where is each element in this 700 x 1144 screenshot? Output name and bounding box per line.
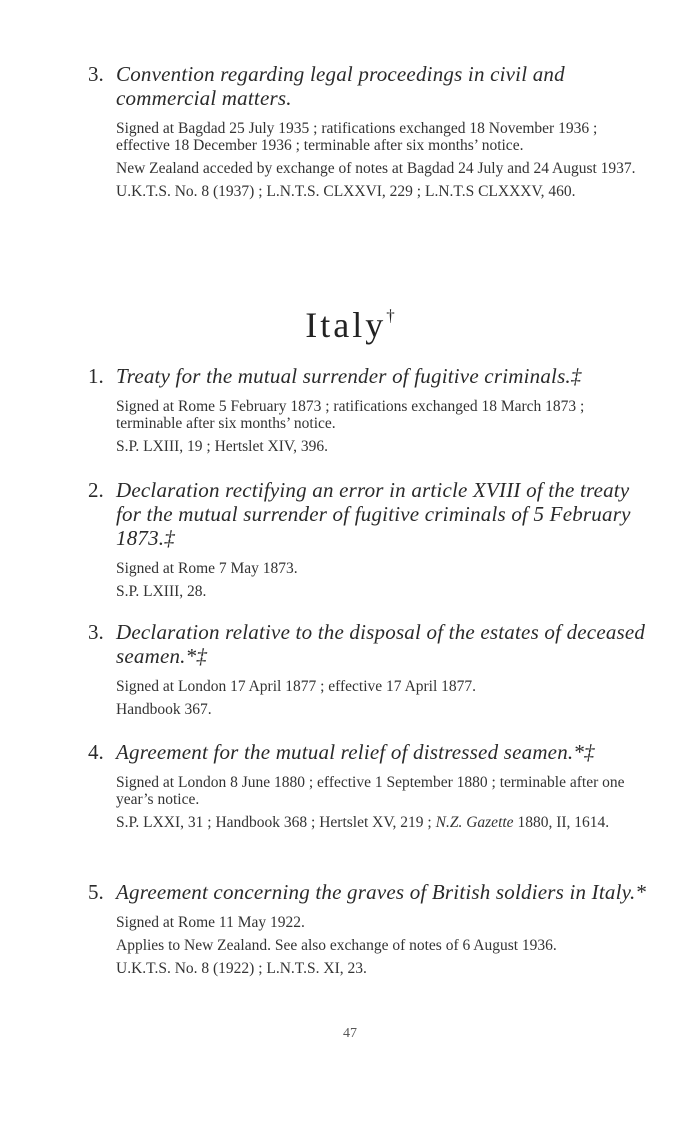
entry-title: Agreement for the mutual relief of distressed seamen.*‡ [116, 740, 595, 764]
dagger-mark: † [386, 306, 395, 325]
entry-paragraph: U.K.T.S. No. 8 (1937) ; L.N.T.S. CLXXVI, 229 ; L.N.T.S CLXXXV, 460. [116, 183, 576, 200]
entry-paragraph: Signed at Rome 11 May 1922. [116, 914, 305, 931]
entry-paragraph: S.P. LXIII, 28. [116, 583, 207, 600]
entry-reference [116, 814, 648, 831]
entry-title: Treaty for the mutual surrender of fugitive criminals.‡ [116, 364, 582, 388]
entry-paragraph: Signed at Bagdad 25 July 1935 ; ratifications exchanged 18 November 1936 ; effective 18 December 1936 ; terminable after six months’ notice. [116, 120, 598, 154]
entry-number: 3. [88, 620, 104, 644]
reference-text: 1880, II, 1614. [513, 814, 610, 831]
italy-entry-2 [88, 478, 648, 600]
entry-paragraph: S.P. LXIII, 19 ; Hertslet XIV, 396. [116, 438, 328, 455]
entry-number: 4. [88, 740, 104, 764]
page-number: 47 [343, 1026, 357, 1041]
entry-number: 1. [88, 364, 104, 388]
italy-entry-4 [88, 740, 648, 831]
gazette-title: N.Z. Gazette [435, 814, 514, 831]
entry-paragraph: Signed at Rome 7 May 1873. [116, 560, 298, 577]
entry-title: Declaration relative to the disposal of the estates of deceased seamen.*‡ [116, 620, 646, 668]
entry-paragraph: Applies to New Zealand. See also exchange of notes of 6 August 1936. [116, 937, 557, 954]
entry-paragraph: Handbook 367. [116, 701, 212, 718]
entry-title: Agreement concerning the graves of British soldiers in Italy.* [116, 880, 647, 904]
reference-text: S.P. LXXI, 31 ; Handbook 368 ; Hertslet XV, 219 ; [116, 814, 436, 831]
italy-entry-5 [88, 880, 648, 977]
section-title: Italy [305, 305, 387, 345]
italy-entry-1 [88, 364, 648, 455]
entry-paragraph: New Zealand acceded by exchange of notes at Bagdad 24 July and 24 August 1937. [116, 160, 636, 177]
entry-paragraph: Signed at London 17 April 1877 ; effective 17 April 1877. [116, 678, 477, 695]
entry-number: 5. [88, 880, 104, 904]
entry-title: Declaration rectifying an error in article XVIII of the treaty for the mutual surrender of fugitive criminals of 5 February 1873.‡ [116, 478, 631, 550]
prior-entry-3 [88, 62, 648, 200]
entry-paragraph: Signed at London 8 June 1880 ; effective 1 September 1880 ; terminable after one year’s notice. [116, 774, 625, 808]
italy-entry-3 [88, 620, 648, 718]
section-heading [0, 304, 700, 346]
entry-number: 2. [88, 478, 104, 502]
entry-number: 3. [88, 62, 104, 86]
entry-paragraph: U.K.T.S. No. 8 (1922) ; L.N.T.S. XI, 23. [116, 960, 367, 977]
entry-title: Convention regarding legal proceedings in civil and commercial matters. [116, 62, 565, 110]
entry-paragraph: Signed at Rome 5 February 1873 ; ratifications exchanged 18 March 1873 ; terminable after six months’ notice. [116, 398, 585, 432]
